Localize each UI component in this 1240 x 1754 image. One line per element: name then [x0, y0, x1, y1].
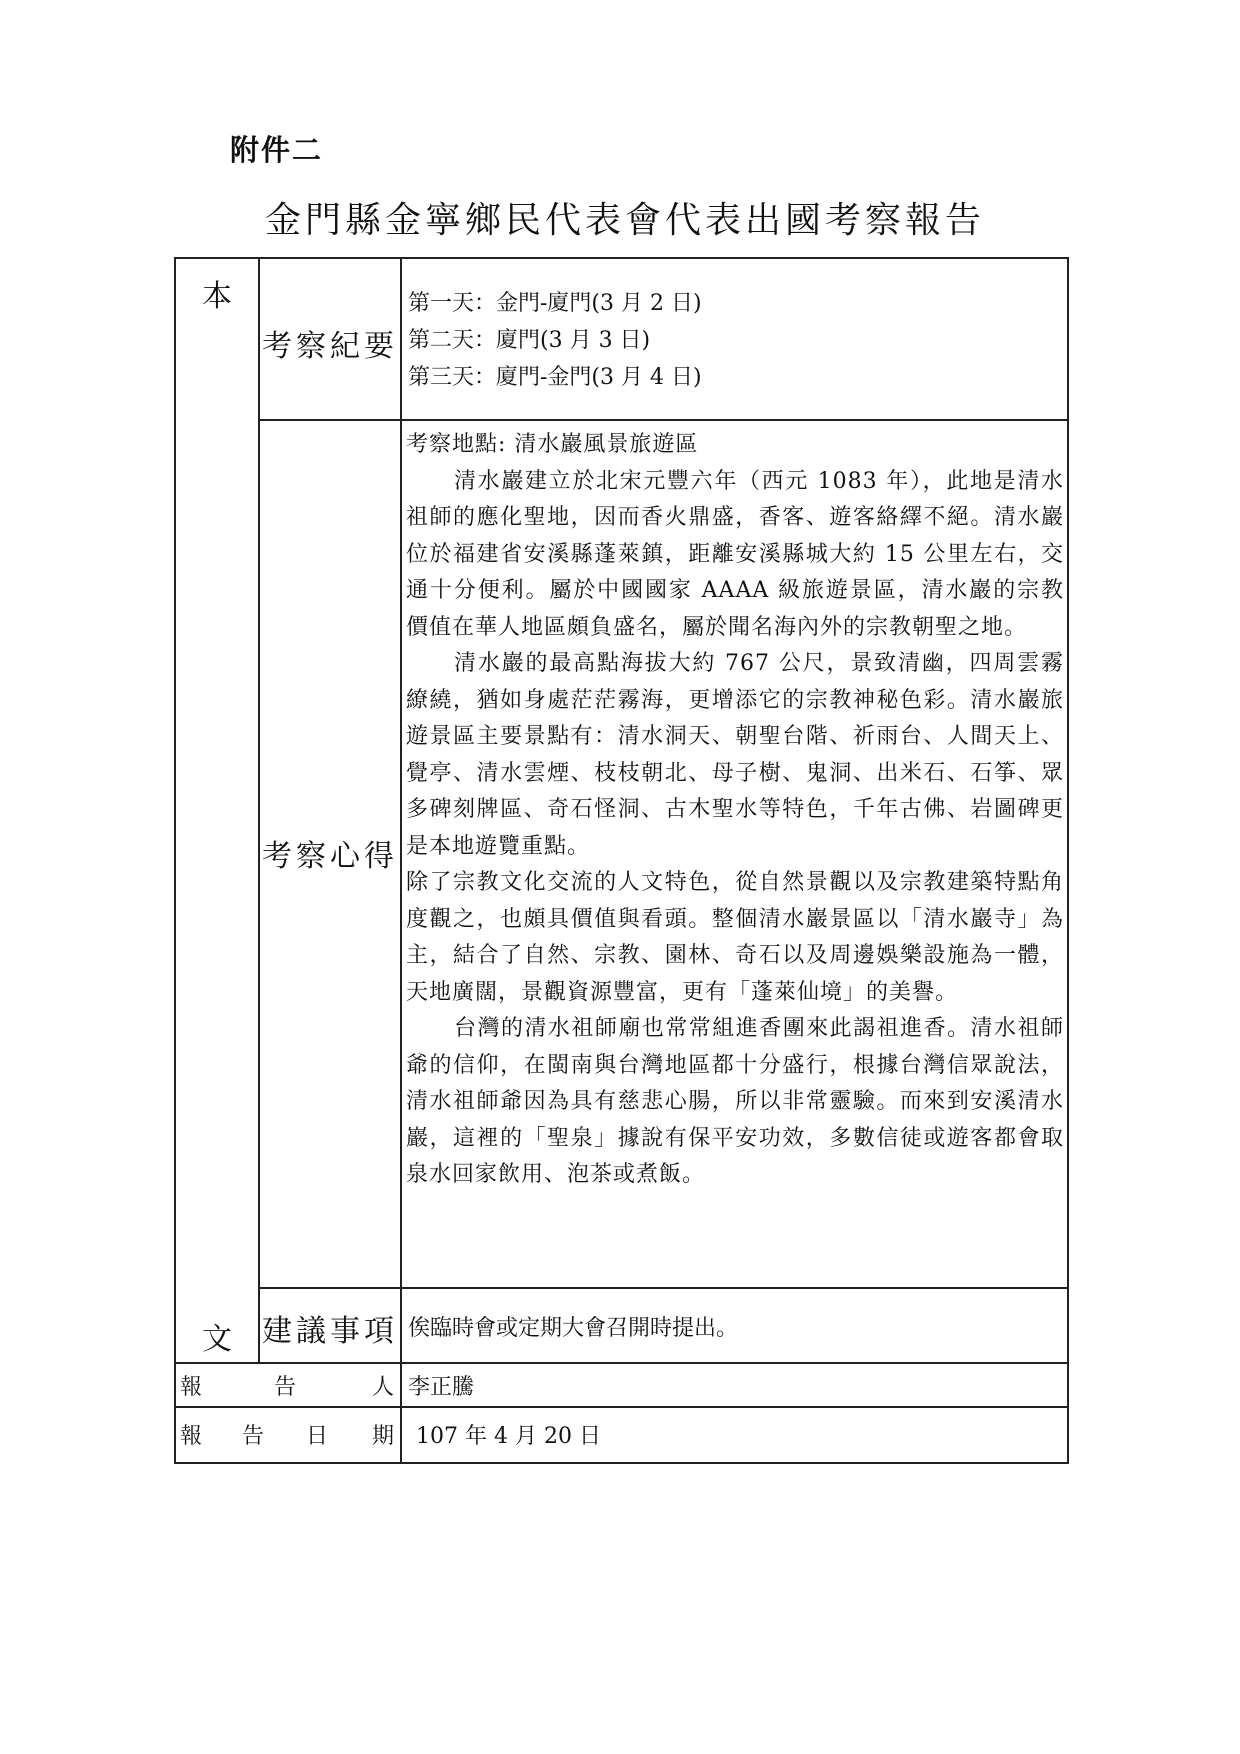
itinerary-day: 第一天：金門-廈門(3 月 2 日)	[408, 291, 702, 316]
document-title: 金門縣金寧鄉民代表會代表出國考察報告	[264, 200, 985, 241]
suggestions-label: 建議事項	[262, 1314, 398, 1349]
divider	[258, 419, 1069, 421]
suggestions-text: 俟臨時會或定期大會召開時提出。	[408, 1316, 739, 1341]
report-table	[174, 257, 1069, 1464]
date-label-char: 告	[242, 1424, 265, 1449]
side-label-bottom: 文	[202, 1322, 232, 1357]
report-date-value: 107 年 4 月 20 日	[416, 1424, 601, 1449]
paragraph: 清水巖建立於北宋元豐六年（西元 1083 年），此地是清水祖師的應化聖地，因而香火鼎盛，香客、遊客絡繹不絕。清水巖位於福建省安溪縣蓬萊鎮，距離安溪縣城大約 15 公里左右，交通十分便利。屬於中國國家 AAAA 級旅遊景區，清水巖的宗教價值在華人地區頗負盛名，屬於聞名海內外的宗教朝聖之地。	[406, 468, 1064, 640]
itinerary-list	[408, 285, 1063, 396]
reporter-label-char: 報	[180, 1375, 203, 1400]
paragraph: 除了宗教文化交流的人文特色，從自然景觀以及宗教建築特點角度觀之，也頗具價值與看頭。整個清水巖景區以「清水巖寺」為主，結合了自然、宗教、園林、奇石以及周邊娛樂設施為一體，天地廣闊，景觀資源豐富，更有「蓬萊仙境」的美譽。	[406, 870, 1064, 1005]
itinerary-label: 考察紀要	[262, 329, 398, 364]
itinerary-day: 第二天：廈門(3 月 3 日)	[408, 328, 651, 353]
paragraph: 台灣的清水祖師廟也常常組進香團來此謁祖進香。清水祖師爺的信仰，在閩南與台灣地區都十分盛行，根據台灣信眾說法，清水祖師爺因為具有慈悲心腸，所以非常靈驗。而來到安溪清水巖，這裡的「聖泉」據說有保平安功效，多數信徒或遊客都會取泉水回家飲用、泡茶或煮飯。	[406, 1016, 1064, 1187]
divider	[176, 1406, 1069, 1408]
itinerary-day: 第三天：廈門-金門(3 月 4 日)	[408, 365, 702, 390]
divider	[258, 1287, 1069, 1289]
date-label-char: 報	[180, 1424, 203, 1449]
reporter-label-char: 人	[372, 1375, 395, 1400]
reflections-content	[406, 427, 1064, 1194]
date-label-char: 期	[372, 1424, 395, 1449]
date-label-char: 日	[306, 1424, 329, 1449]
divider	[176, 1362, 1069, 1364]
location-line: 考察地點: 清水巖風景旅遊區	[406, 432, 699, 457]
divider	[258, 259, 260, 1362]
divider	[400, 259, 402, 1464]
attachment-label: 附件二	[230, 133, 324, 167]
reporter-label-char: 告	[274, 1375, 297, 1400]
reporter-name: 李正騰	[408, 1375, 475, 1400]
paragraph: 清水巖的最高點海拔大約 767 公尺，景致清幽，四周雲霧繚繞，猶如身處茫茫霧海，更增添它的宗教神秘色彩。清水巖旅遊景區主要景點有：清水洞天、朝聖台階、祈雨台、人間天上、覺亭、清水雲煙、枝枝朝北、母子樹、鬼洞、出米石、石筝、眾多碑刻牌區、奇石怪洞、古木聖水等特色，千年古佛、岩圖碑更是本地遊覽重點。	[406, 651, 1064, 859]
side-label-top: 本	[202, 279, 232, 314]
reflections-label: 考察心得	[262, 839, 398, 874]
